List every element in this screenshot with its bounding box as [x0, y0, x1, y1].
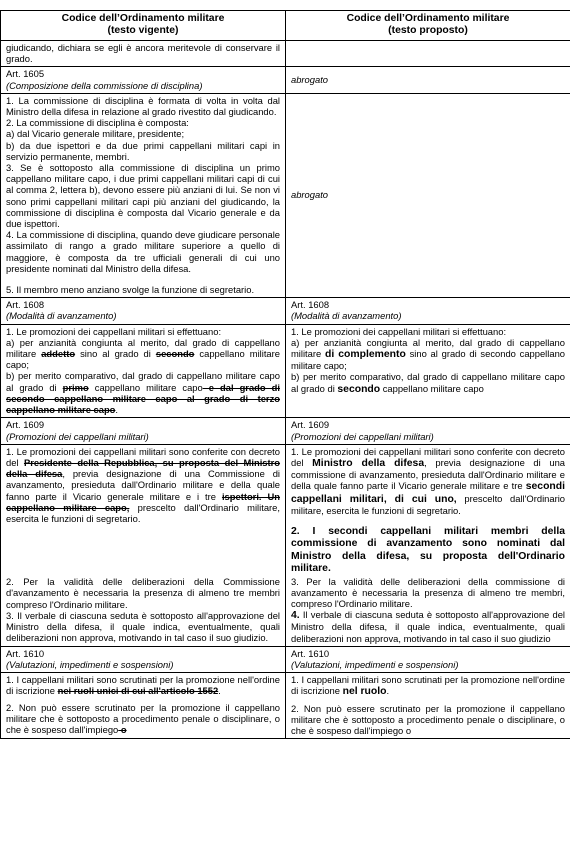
- article-subtitle: (Valutazioni, impedimenti e sospensioni): [6, 658, 174, 670]
- deleted-text: addetto: [41, 348, 76, 360]
- art1610-body-left: [1, 673, 286, 739]
- added-text: nel ruolo: [342, 686, 387, 698]
- art1609-title-right: [286, 418, 570, 444]
- deleted-text: secondo: [155, 348, 195, 360]
- carryover-right: [286, 41, 570, 67]
- header-right-subtitle: (testo proposto): [388, 25, 468, 36]
- art1605-title-right: abrogato: [286, 67, 570, 93]
- paragraph: b) per merito comparativo, dal grado di cappellano militare capo al grado di secondo cappellano militare capo: [291, 371, 565, 395]
- deleted-text: ispettori. Un cappellano militare capo,: [6, 490, 280, 513]
- deleted-text: Presidente della Repubblica, su proposta del Ministro della difesa: [6, 456, 281, 480]
- art1608-title-left: [1, 298, 286, 324]
- art1608-title-right: [286, 298, 570, 324]
- article-number: Art. 1605: [6, 68, 45, 80]
- paragraph: 1. Le promozioni dei cappellani militari si effettuano:: [291, 325, 507, 337]
- article-subtitle: (Valutazioni, impedimenti e sospensioni): [291, 658, 459, 670]
- art1610-body-right: [286, 673, 570, 739]
- art1605-title-row: [1, 67, 570, 93]
- paragraph: 2. Non può essere scrutinato per la promozione il cappellano militare che è sottoposto a procedimento penale o disciplinare, o che è sospeso dall'impiego o: [291, 702, 565, 736]
- art1605-body-row: [1, 93, 570, 297]
- article-number: Art. 1610: [291, 647, 330, 659]
- header-right-title: Codice dell’Ordinamento militare: [346, 13, 510, 24]
- added-paragraph: 2. I secondi cappellani militari membri della commissione di avanzamento sono nominati dal Ministro della difesa, su proposta dell'Ordinario militare.: [291, 525, 565, 575]
- art1605-body-left: [1, 93, 286, 297]
- art1610-title-right: [286, 646, 570, 672]
- art1608-body-row: [1, 324, 570, 418]
- paragraph: 1. Le promozioni dei cappellani militari sono conferite con decreto del Presidente della Repubblica, su proposta del Ministro della difesa, previa designazione di una Commissione di avanzamento, presieduta dall'Ordinario militare e della quale fanno parte il Vicario generale militare e i tre ispettori. Un cappellano militare capo, prescelto dall'Ordinario militare, esercita le funzioni di segretario.: [6, 445, 281, 524]
- art1609-body-row: [1, 444, 570, 646]
- carryover-row: [1, 41, 570, 67]
- paragraph: 4. La commissione di disciplina, quando deve giudicare personale assimilato di rango a grado militare superiore a quello di maggiore, è composta da tre ufficiali generali di cui uno presidente nominati dal Ministro della difesa.: [6, 229, 280, 274]
- paragraph: 2. Per la validità delle deliberazioni della Commissione d'avanzamento è necessaria la presenza di almeno tre membri compreso l'Ordinario militare.: [6, 576, 280, 610]
- paragraph: 1. I cappellani militari sono scrutinati per la promozione nell'ordine di iscrizione nel ruolo.: [291, 674, 565, 698]
- art1609-body-left: [1, 444, 286, 646]
- added-text: secondi cappellani militari, di cui uno,: [291, 481, 565, 505]
- carryover-left: giudicando, dichiara se egli è ancora meritevole di conservare il grado.: [1, 41, 286, 67]
- header-left-title: Codice dell’Ordinamento militare: [61, 13, 225, 24]
- art1609-body-right: [286, 444, 570, 646]
- art1610-title-left: [1, 646, 286, 672]
- article-number: Art. 1610: [6, 647, 45, 659]
- art1610-body-row: [1, 673, 570, 739]
- article-subtitle: (Modalità di avanzamento): [291, 310, 402, 322]
- paragraph: a) per anzianità congiunta al merito, dal grado di cappellano militare di complemento sino al grado di secondo cappellano militare capo;: [291, 336, 565, 372]
- article-subtitle: (Composizione della commissione di disciplina): [6, 79, 203, 91]
- added-text: secondo: [337, 383, 381, 395]
- article-number: Art. 1608: [6, 299, 45, 311]
- article-number: Art. 1609: [6, 419, 45, 431]
- deleted-text: nei ruoli unici di cui all'articolo 1552: [57, 685, 219, 697]
- paragraph: a) per anzianità congiunta al merito, dal grado di cappellano militare addetto sino al grado di secondo cappellano militare capo;: [6, 336, 280, 371]
- deleted-text: o: [118, 723, 127, 735]
- paragraph: b) da due ispettori e da due primi cappellani militari capi in servizio permanente, membri.: [6, 139, 280, 162]
- paragraph: 3. Se è sottoposto alla commissione di disciplina un primo cappellano militare capo, i due primi cappellani militari capi di cui al comma 2, lettera b), devono essere più anziani di lui. Se non vi sono primi cappellani militari capi più anziani del giudicando, la commissione di disciplina è composta dal Vicario generale e da due ispettori.: [6, 162, 280, 230]
- article-number: Art. 1609: [291, 419, 330, 431]
- deleted-text: e dal grado di secondo cappellano militare capo al grado di terzo cappellano militare capo: [6, 381, 280, 416]
- paragraph: a) dal Vicario generale militare, presidente;: [6, 128, 185, 140]
- paragraph: 1. I cappellani militari sono scrutinati per la promozione nell'ordine di iscrizione nei ruoli unici di cui all'articolo 1552.: [6, 674, 280, 697]
- added-text: di complemento: [324, 349, 406, 361]
- header-left: [1, 11, 286, 41]
- header-left-subtitle: (testo vigente): [107, 25, 179, 36]
- art1609-title-left: [1, 418, 286, 444]
- paragraph: 1. Le promozioni dei cappellani militari si effettuano:: [6, 325, 222, 337]
- article-number: Art. 1608: [291, 299, 330, 311]
- art1608-body-right: [286, 324, 570, 418]
- art1608-body-left: [1, 324, 286, 418]
- paragraph: 4. Il verbale di ciascuna seduta è sottoposto all'approvazione del Ministro della difesa, il quale indica, eventualmente, quali deliberazioni non approva, motivando in tal caso il suo giudizio: [291, 609, 565, 644]
- paragraph: 2. La commissione di disciplina è composta:: [6, 117, 189, 129]
- deleted-text: primo: [62, 381, 89, 393]
- added-text: 4.: [291, 610, 300, 622]
- article-subtitle: (Modalità di avanzamento): [6, 310, 117, 322]
- paragraph: 1. Le promozioni dei cappellani militari sono conferite con decreto del Ministro della difesa, previa designazione di una commissione di avanzamento, presieduta dall'Ordinario militare e della quale fanno parte il Vicario generale militare e tre secondi cappellani militari, di cui uno, prescelto dall'Ordinario militare, esercita le funzioni di segretario.: [291, 445, 566, 516]
- paragraph: 2. Non può essere scrutinato per la promozione il cappellano militare che è sottoposto a procedimento penale o disciplinare, o che è sospeso dall'impiego o: [6, 701, 280, 735]
- paragraph: 3. Il verbale di ciascuna seduta è sottoposto all'approvazione del Ministro della difesa, il quale indica, eventualmente, quali deliberazioni non approva, motivando in tal caso il suo giudizio.: [6, 609, 280, 644]
- art1610-title-row: [1, 646, 570, 672]
- article-subtitle: (Promozioni dei cappellani militari): [291, 430, 434, 442]
- article-subtitle: (Promozioni dei cappellani militari): [6, 430, 149, 442]
- added-text: Ministro della difesa: [312, 457, 425, 469]
- paragraph: 5. Il membro meno anziano svolge la funzione di segretario.: [6, 284, 255, 296]
- paragraph: b) per merito comparativo, dal grado di cappellano militare capo al grado di primo cappellano militare capo e dal grado di secondo cappellano militare capo al grado di terzo cappellano militare capo.: [6, 370, 280, 416]
- art1605-title-left: [1, 67, 286, 93]
- header-row: [1, 11, 570, 41]
- art1609-title-row: [1, 418, 570, 444]
- comparison-table: [0, 10, 570, 739]
- header-right: [286, 11, 570, 41]
- art1608-title-row: [1, 298, 570, 324]
- paragraph: 1. La commissione di disciplina è formata di volta in volta dal Ministro della difesa in relazione al grado rivestito dal giudicando.: [6, 94, 280, 118]
- paragraph: 3. Per la validità delle deliberazioni della commissione di avanzamento è necessaria la presenza di almeno tre membri, compreso l'Ordinario militare.: [291, 575, 565, 609]
- art1605-body-right: abrogato: [286, 93, 570, 297]
